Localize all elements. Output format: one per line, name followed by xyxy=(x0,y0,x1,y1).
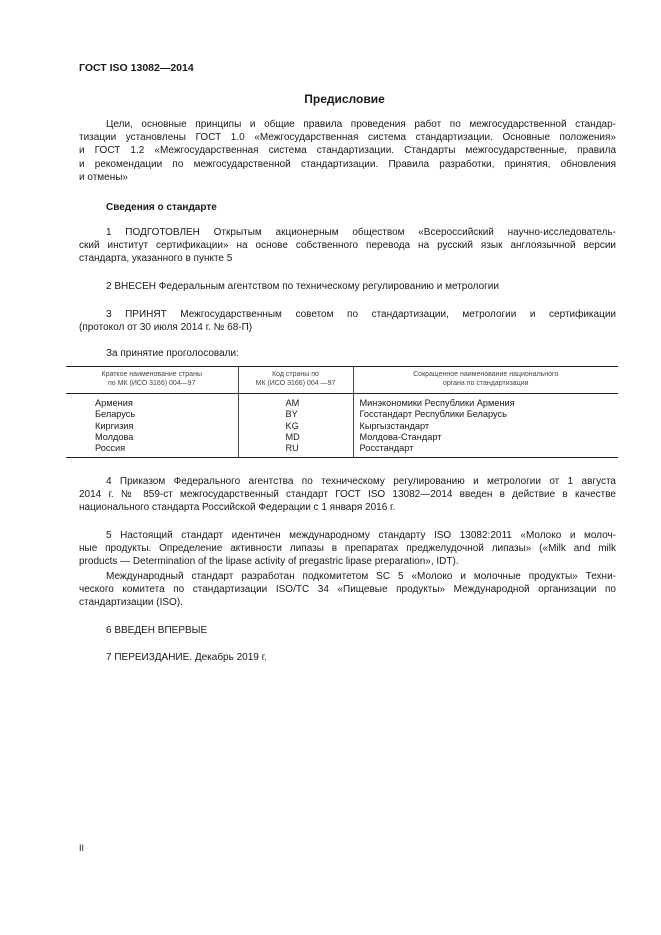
item-1-paragraph xyxy=(79,226,616,266)
agency-cell: Росстандарт xyxy=(353,443,618,458)
item-5-line: ные продукты. Определение активности липазы в препаратах преджелудочной липазы» («Milk and milk xyxy=(79,543,616,555)
item-5b-line: стандартизации (ISO). xyxy=(79,597,183,609)
header-text: органа по стандартизации xyxy=(442,380,529,387)
table-header-row xyxy=(66,367,618,394)
agency-cell: Госстандарт Республики Беларусь xyxy=(353,409,618,420)
code-cell: KG xyxy=(238,421,353,432)
table-row xyxy=(66,443,618,458)
item-3-line: 3 ПРИНЯТ Межгосударственным советом по стандартизации, метрологии и сертификации xyxy=(106,309,616,320)
item-5b-paragraph xyxy=(79,570,616,610)
country-cell: Беларусь xyxy=(95,409,136,420)
intro-line: и рекомендации по межгосударственной стандартизации. Правила разработки, принятия, обновления xyxy=(79,158,616,170)
item-4-line: национального стандарта Российской Федерации с 1 января 2016 г. xyxy=(79,502,396,514)
page-number: II xyxy=(79,843,85,853)
item-4-paragraph xyxy=(79,475,616,515)
item-1-line: стандарта, указанного в пункте 5 xyxy=(79,253,233,265)
table-row xyxy=(66,421,618,432)
intro-line: Цели, основные принципы и общие правила проведения работ по межгосударственной стандар- xyxy=(106,119,616,130)
votes-label: За принятие проголосовали: xyxy=(106,348,239,359)
header-text: МК (ИСО 3166) 004 —97 xyxy=(255,380,336,387)
header-country-code xyxy=(238,367,353,394)
country-cell: Армения xyxy=(95,398,133,408)
agency-cell: Минэкономики Республики Армения xyxy=(353,394,618,410)
item-5-line: 5 Настоящий стандарт идентичен международному стандарту ISO 13082:2011 «Молоко и молоч- xyxy=(106,530,616,541)
header-text: Краткое наименование страны xyxy=(101,371,202,378)
item-5b-line: Международный стандарт разработан подкомитетом SC 5 «Молоко и молочные продукты» Техни- xyxy=(106,571,616,582)
item-5-paragraph xyxy=(79,529,616,569)
page-title: Предисловие xyxy=(304,92,385,106)
intro-line: и ГОСТ 1.2 «Межгосударственная система стандартизации. Стандарты межгосударственные, правила xyxy=(79,145,616,157)
table-row xyxy=(66,394,618,410)
country-cell: Молдова xyxy=(95,431,134,442)
item-7-line: 7 ПЕРЕИЗДАНИЕ. Декабрь 2019 г. xyxy=(106,652,267,663)
item-6-paragraph xyxy=(79,624,616,637)
header-text: Сокращенное наименование национального xyxy=(413,371,559,378)
country-cell: Киргизия xyxy=(95,420,134,431)
section-subheading: Сведения о стандарте xyxy=(106,202,217,213)
agency-cell: Кыргызстандарт xyxy=(353,421,618,432)
agency-cell: Молдова-Стандарт xyxy=(353,432,618,443)
code-cell: MD xyxy=(238,432,353,443)
header-text: Код страны по xyxy=(272,371,319,378)
code-cell: AM xyxy=(238,394,353,410)
item-1-line: 1 ПОДГОТОВЛЕН Открытым акционерным обществом «Всероссийский научно-исследователь- xyxy=(106,227,616,238)
intro-line: и отмены» xyxy=(79,171,128,183)
header-text: по МК (ИСО 3166) 004—97 xyxy=(108,380,196,387)
document-id-header: ГОСТ ISO 13082—2014 xyxy=(79,62,194,74)
item-3-paragraph xyxy=(79,308,616,334)
item-7-paragraph xyxy=(79,651,616,664)
header-standards-body xyxy=(353,367,618,394)
table-row xyxy=(66,432,618,443)
item-2-paragraph xyxy=(79,280,616,293)
item-4-line: 4 Приказом Федерального агентства по техническому регулированию и метрологии от 1 августа xyxy=(106,476,616,487)
voting-table xyxy=(66,366,618,458)
country-cell: Россия xyxy=(66,443,238,458)
header-country-name xyxy=(66,367,238,394)
item-4-line: 2014 г. № 859-ст межгосударственный стандарт ГОСТ ISO 13082—2014 введен в действие в качестве xyxy=(79,489,616,501)
intro-paragraph xyxy=(79,118,616,184)
item-5b-line: ческого комитета по стандартизации ISO/TC 34 «Пищевые продукты» Международной организации по xyxy=(79,584,616,596)
code-cell: RU xyxy=(238,443,353,458)
item-5-line: products — Determination of the lipase activity of pregastric lipase preparation», IDT). xyxy=(79,556,459,568)
code-cell: BY xyxy=(238,409,353,420)
item-2-line: 2 ВНЕСЕН Федеральным агентством по техническому регулированию и метрологии xyxy=(106,281,499,292)
table-row xyxy=(66,409,618,420)
item-6-line: 6 ВВЕДЕН ВПЕРВЫЕ xyxy=(106,625,208,636)
item-3-line: (протокол от 30 июля 2014 г. № 68-П) xyxy=(79,322,253,334)
intro-line: тизации установлены ГОСТ 1.0 «Межгосударственная система стандартизации. Основные положения» xyxy=(79,132,616,144)
item-1-line: ский институт сертификации» на основе собственного перевода на русский язык англоязычной версии xyxy=(79,240,616,252)
